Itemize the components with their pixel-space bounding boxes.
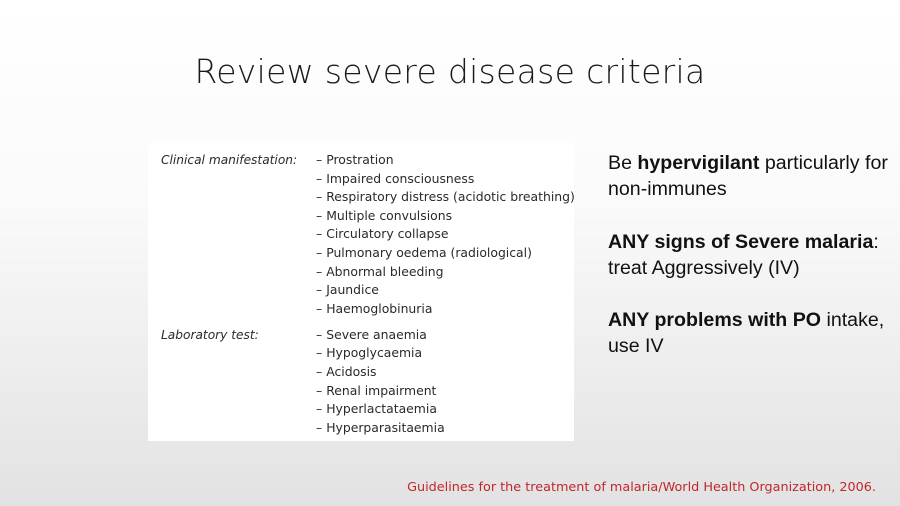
note3-emphasis: ANY problems with PO — [608, 309, 822, 332]
laboratory-group — [161, 326, 574, 438]
list-item — [316, 263, 575, 282]
laboratory-item: Hyperparasitaemia — [326, 419, 445, 435]
dash-glyph: – — [316, 263, 323, 279]
list-item — [316, 400, 445, 419]
dash-glyph: – — [316, 401, 323, 417]
citation: Guidelines for the treatment of malaria/World Health Organization, 2006. — [407, 480, 876, 495]
clinical-list — [316, 151, 575, 318]
dash-glyph: – — [316, 419, 323, 435]
criteria-table — [148, 143, 574, 441]
note2-emphasis: ANY signs of Severe malaria — [608, 230, 874, 253]
note-severe-signs — [608, 229, 888, 282]
dash-glyph: – — [316, 364, 323, 380]
list-item — [316, 170, 575, 189]
clinical-label: Clinical manifestation: — [161, 153, 298, 167]
list-item — [316, 382, 445, 401]
laboratory-item: Acidosis — [326, 364, 377, 380]
clinical-item: Circulatory collapse — [326, 226, 449, 242]
clinical-item: Impaired consciousness — [326, 170, 475, 186]
dash-glyph: – — [316, 326, 323, 342]
clinical-item: Prostration — [326, 152, 394, 167]
dash-glyph: – — [316, 300, 323, 316]
list-item — [316, 151, 575, 170]
clinical-item: Abnormal bleeding — [326, 263, 444, 279]
dash-glyph: – — [316, 207, 323, 223]
clinical-item: Pulmonary oedema (radiological) — [326, 244, 532, 260]
dash-glyph: – — [316, 170, 323, 186]
list-item — [316, 244, 575, 263]
list-item — [316, 281, 575, 300]
note-hypervigilant — [608, 150, 888, 203]
slide-title: Review severe disease criteria — [194, 52, 706, 91]
clinical-item: Multiple convulsions — [326, 207, 453, 223]
note1-emphasis: hypervigilant — [637, 152, 760, 174]
laboratory-item: Severe anaemia — [326, 326, 427, 342]
list-item — [316, 225, 575, 244]
dash-glyph: – — [316, 189, 323, 205]
note2-text: : treat Aggressively (IV) — [608, 230, 879, 279]
dash-glyph: – — [316, 382, 323, 398]
notes-panel — [608, 150, 888, 386]
clinical-item: Haemoglobinuria — [326, 300, 433, 316]
dash-glyph: – — [316, 152, 323, 167]
list-item — [316, 344, 445, 363]
laboratory-item: Hyperlactataemia — [326, 401, 437, 417]
dash-glyph: – — [316, 345, 323, 361]
list-item — [316, 363, 445, 382]
list-item — [316, 300, 575, 319]
dash-glyph: – — [316, 226, 323, 242]
laboratory-label: Laboratory test: — [161, 327, 259, 342]
note1-text: particularly for non-immunes — [608, 152, 888, 201]
list-item — [316, 188, 575, 207]
laboratory-item: Renal impairment — [326, 382, 437, 398]
note3-text: intake, use IV — [608, 309, 885, 358]
clinical-item: Respiratory distress (acidotic breathing) — [326, 189, 575, 205]
clinical-group — [161, 151, 574, 318]
list-item — [316, 419, 445, 438]
dash-glyph: – — [316, 244, 323, 260]
list-item — [316, 207, 575, 226]
dash-glyph: – — [316, 282, 323, 298]
laboratory-item: Hypoglycaemia — [326, 345, 423, 361]
note-po-intake — [608, 307, 888, 360]
list-item — [316, 326, 445, 345]
note1-prefix: Be — [608, 152, 638, 174]
clinical-item: Jaundice — [326, 282, 379, 298]
laboratory-list — [316, 326, 445, 438]
